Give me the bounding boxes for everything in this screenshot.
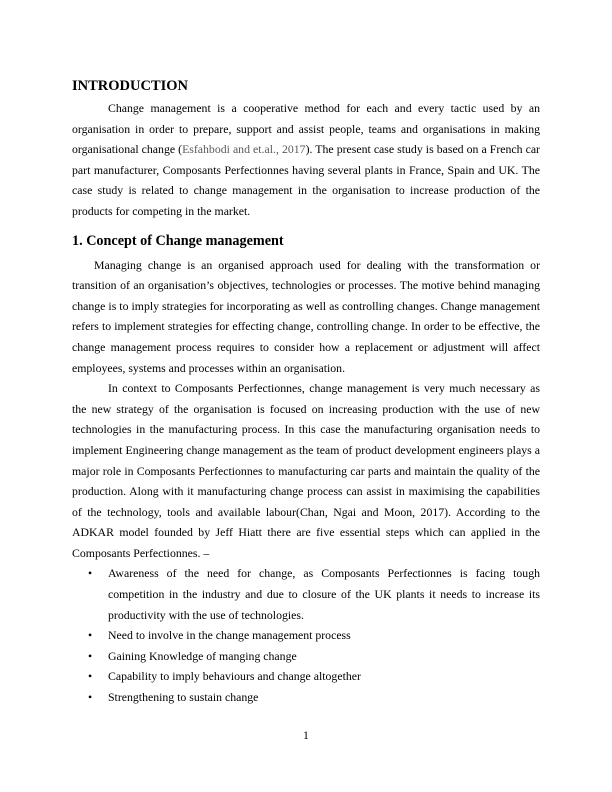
bullet-icon: • (88, 648, 93, 663)
page-content (72, 76, 540, 708)
list-item (72, 666, 540, 687)
intro-text-before: Change management is a cooperative method for each and every tactic used by an organisation in order to prepare, support and assist people, teams and organisations in making organisational change ( (72, 101, 540, 157)
list-item (72, 646, 540, 667)
list-item-text: Strengthening to sustain change (108, 690, 259, 705)
page-number: 1 (303, 728, 309, 742)
bullet-icon: • (88, 669, 93, 684)
list-item (72, 687, 540, 708)
bullet-icon: • (88, 690, 93, 705)
section-1-paragraph-1: Managing change is an organised approach used for dealing with the transformation or transition of an organisation’s objectives, technologies or processes. The motive behind managing change is to imply strategies for incorporating as well as controlling changes. Change management refers to implement strategies for effecting change, controlling change. In order to be effective, the change management process requires to consider how a replacement or adjustment will affect employees, systems and processes within an organisation. (72, 257, 540, 375)
intro-paragraph (72, 98, 540, 222)
intro-text-after: ). The present case study is based on a French car part manufacturer, Composants Perfectionnes having several plants in France, Spain and UK. The case study is related to change management in the organisation to increase production of the products for competing in the market. (72, 142, 540, 218)
list-item-text: Awareness of the need for change, as Composants Perfectionnes is facing tough competition in the industry and due to closure of the UK plants it needs to increase its productivity with the use of technologies. (108, 566, 540, 622)
list-item-text: Capability to imply behaviours and change altogether (108, 669, 361, 684)
adkar-steps-list (72, 563, 540, 707)
list-item-text: Need to involve in the change management process (108, 628, 351, 643)
bullet-icon: • (88, 628, 93, 643)
bullet-icon: • (88, 566, 93, 581)
intro-heading: INTRODUCTION (72, 78, 189, 94)
intro-citation: Esfahbodi and et.al., 2017 (182, 142, 306, 157)
list-item (72, 563, 540, 625)
list-item (72, 625, 540, 646)
list-item-text: Gaining Knowledge of manging change (108, 648, 297, 663)
section-1-heading: 1. Concept of Change management (72, 232, 284, 249)
section-1-paragraph-2: In context to Composants Perfectionnes, change management is very much necessary as the new strategy of the organisation is focused on increasing production with the use of new technologies in the manufacturing process. In this case the manufacturing organisation needs to implement Engineering change management as the team of product development engineers plays a major role in Composants Perfectionnes to manufacturing car parts and maintain the quality of the production. Along with it manufacturing change process can assist in maximising the capabilities of the technology, tools and available labour(Chan, Ngai and Moon, 2017). According to the ADKAR model founded by Jeff Hiatt there are five essential steps which can applied in the Composants Perfectionnes. – (72, 381, 540, 560)
